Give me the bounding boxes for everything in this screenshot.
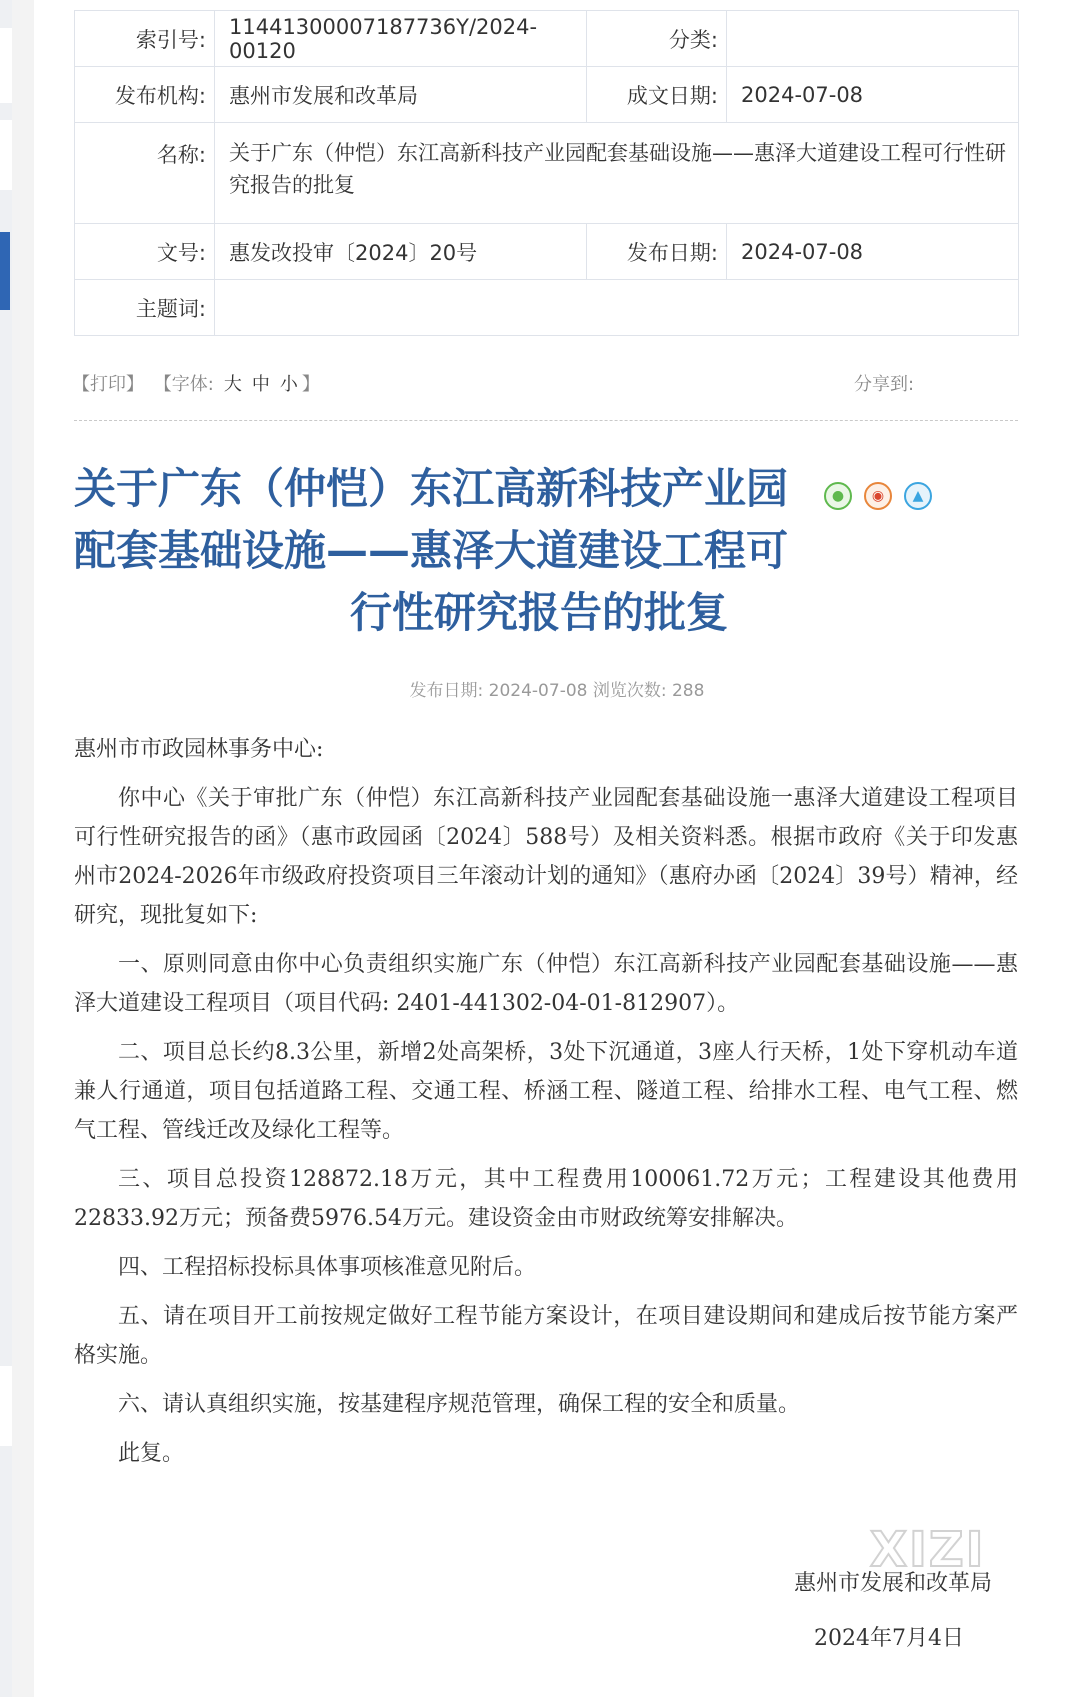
info-row-publisher (75, 67, 1019, 123)
xizi-watermark: XIZI (870, 1522, 986, 1578)
keywords-label: 主题词: (75, 280, 215, 336)
doc-no-label: 文号: (75, 224, 215, 280)
publisher-label: 发布机构: (75, 67, 215, 123)
body-paragraph: 六、请认真组织实施，按基建程序规范管理，确保工程的安全和质量。 (118, 1392, 801, 1417)
addressee: 惠州市市政园林事务中心: (74, 737, 324, 762)
document-page (34, 0, 1080, 1697)
title-line-3: 行性研究报告的批复 (350, 588, 729, 637)
sidebar-segment (0, 120, 12, 190)
document-tools (72, 370, 1018, 400)
wechat-icon[interactable]: ● (824, 482, 852, 510)
publish-date-label: 发布日期: (587, 224, 727, 280)
written-date-label: 成文日期: (587, 67, 727, 123)
font-size-prefix: 【字体: (153, 374, 214, 395)
font-size-suffix: 】 (301, 374, 320, 395)
category-value (727, 11, 1019, 67)
body-paragraph: 一、原则同意由你中心负责组织实施广东（仲恺）东江高新科技产业园配套基础设施——惠泽大道建设工程项目（项目代码: 2401-441302-04-01-812907）。 (74, 952, 1018, 1016)
qq-icon[interactable]: ▲ (904, 482, 932, 510)
body-paragraph: 你中心《关于审批广东（仲恺）东江高新科技产业园配套基础设施一惠泽大道建设工程项目可行性研究报告的函》（惠市政园函〔2024〕588号）及相关资料悉。根据市政府《关于印发惠州市2024-2026年市级政府投资项目三年滚动计划的通知》（惠府办函〔2024〕39号）精神，经研究，现批复如下: (74, 786, 1018, 928)
index-label: 索引号: (75, 11, 215, 67)
body-paragraph: 三、项目总投资128872.18万元，其中工程费用100061.72万元；工程建设其他费用22833.92万元；预备费5976.54万元。建设资金由市财政统筹安排解决。 (74, 1167, 1018, 1231)
sidebar-segment (0, 1366, 12, 1446)
publish-date-value: 2024-07-08 (727, 224, 1019, 280)
tools-left (72, 370, 324, 396)
signature-date: 2024年7月4日 (814, 1626, 964, 1651)
left-sidebar-strip (0, 0, 12, 1697)
document-info-table (74, 10, 1019, 336)
category-label: 分类: (587, 11, 727, 67)
font-medium-button[interactable]: 中 (251, 374, 270, 395)
print-button[interactable]: 【打印】 (72, 374, 144, 395)
body-paragraph: 五、请在项目开工前按规定做好工程节能方案设计，在项目建设期间和建成后按节能方案严格实施。 (74, 1304, 1018, 1368)
divider (74, 420, 1018, 421)
name-value: 关于广东（仲恺）东江高新科技产业园配套基础设施——惠泽大道建设工程可行性研究报告的批复 (215, 123, 1019, 224)
index-value: 11441300007187736Y/2024-00120 (215, 11, 587, 67)
sidebar-active-indicator (0, 232, 10, 310)
info-row-keywords (75, 280, 1019, 336)
font-large-button[interactable]: 大 (223, 374, 242, 395)
sidebar-segment (0, 28, 12, 103)
info-row-name (75, 123, 1019, 224)
info-row-doc-no (75, 224, 1019, 280)
share-label: 分享到: (854, 374, 915, 395)
name-label: 名称: (75, 123, 215, 224)
document-body (74, 730, 1018, 1483)
title-line-2: 配套基础设施——惠泽大道建设工程可 (74, 526, 789, 575)
keywords-value (215, 280, 1019, 336)
signature-org: 惠州市发展和改革局 (793, 1571, 992, 1596)
doc-no-value: 惠发改投审〔2024〕20号 (215, 224, 587, 280)
publisher-value: 惠州市发展和改革局 (215, 67, 587, 123)
font-small-button[interactable]: 小 (279, 374, 298, 395)
publish-meta: 发布日期: 2024-07-08 浏览次数: 288 (409, 681, 705, 701)
info-row-index (75, 11, 1019, 67)
weibo-icon[interactable]: ◉ (864, 482, 892, 510)
title-line-1: 关于广东（仲恺）东江高新科技产业园 (74, 464, 789, 513)
written-date-value: 2024-07-08 (727, 67, 1019, 123)
body-paragraph: 二、项目总长约8.3公里，新增2处高架桥，3处下沉通道，3座人行天桥，1处下穿机动车道兼人行通道，项目包括道路工程、交通工程、桥涵工程、隧道工程、给排水工程、电气工程、燃气工程、管线迁改及绿化工程等。 (74, 1040, 1018, 1143)
closing: 此复。 (118, 1441, 185, 1466)
body-paragraph: 四、工程招标投标具体事项核准意见附后。 (118, 1255, 537, 1280)
